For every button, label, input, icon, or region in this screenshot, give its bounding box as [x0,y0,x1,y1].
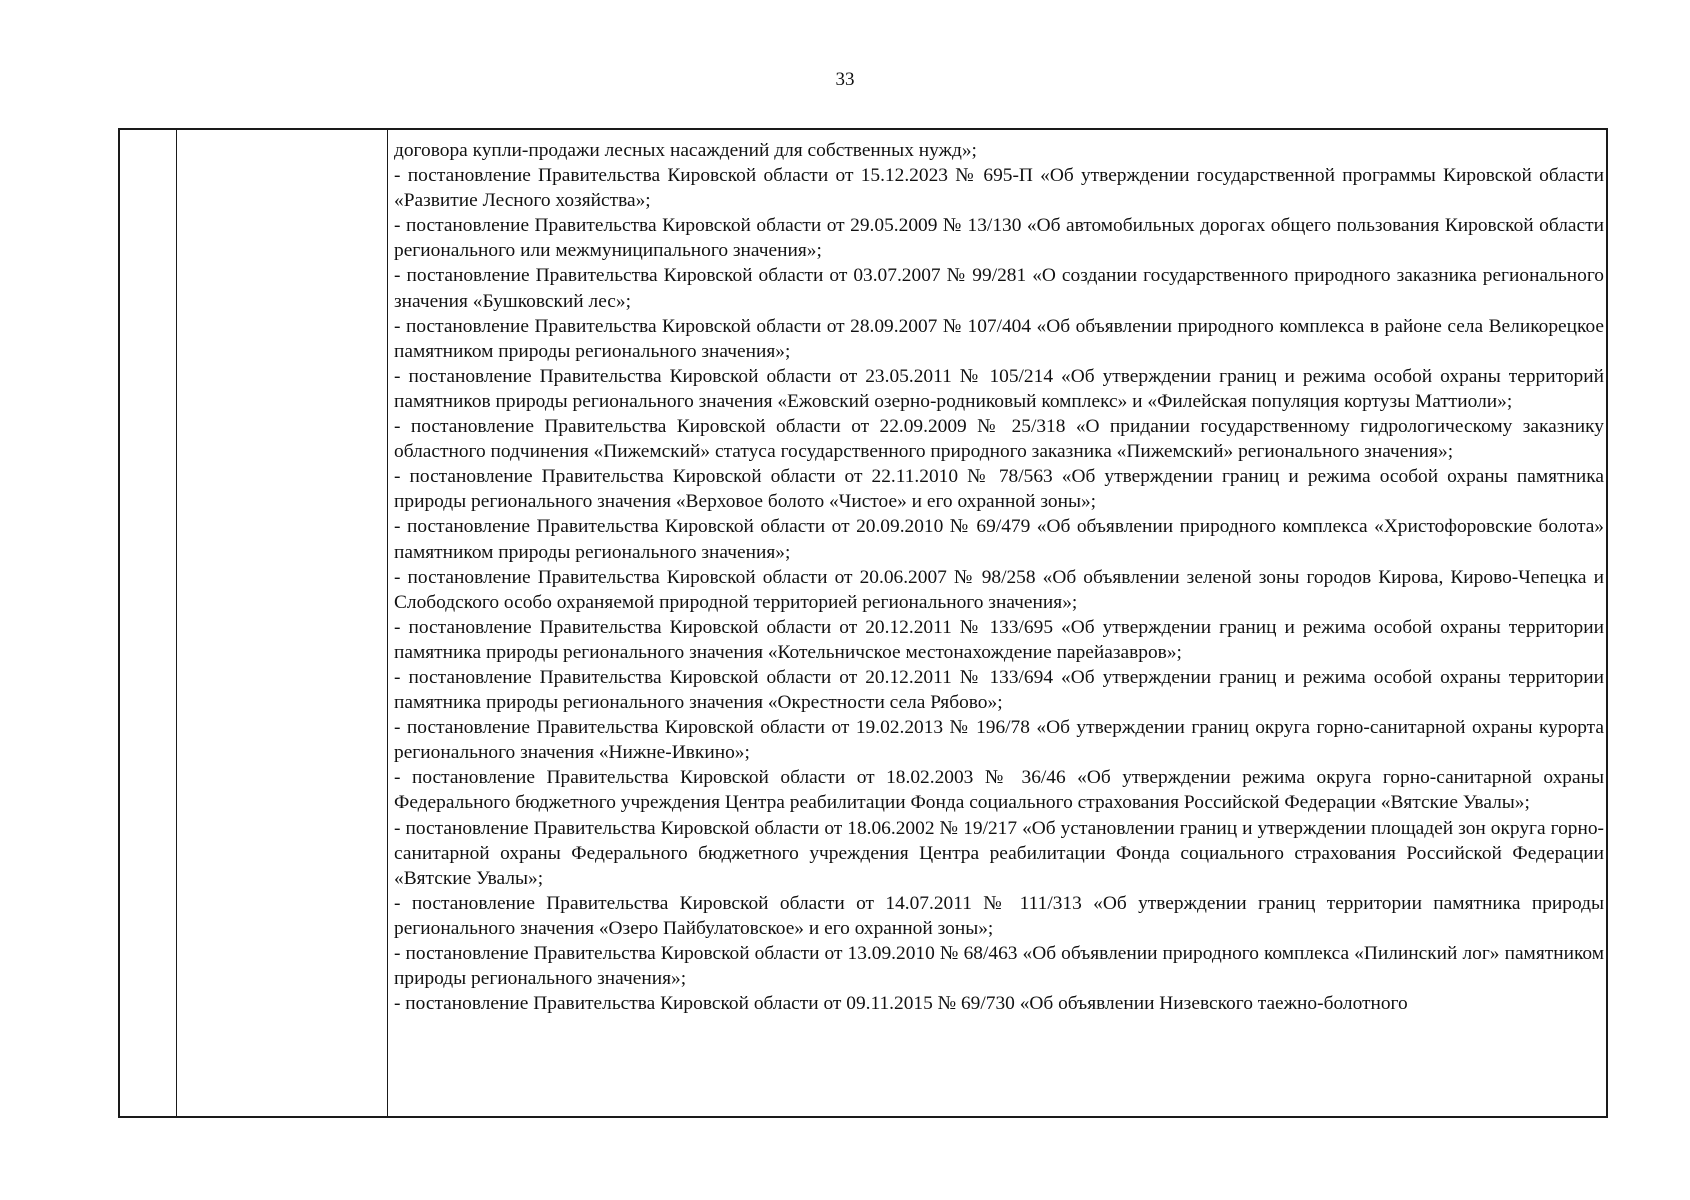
list-item: - постановление Правительства Кировской области от 20.06.2007 № 98/258 «Об объявлении зеленой зоны городов Кирова, Кирово-Чепецка и Слободского особо охраняемой природной территорией регионального значения»; [394,566,1604,613]
list-item: - постановление Правительства Кировской области от 14.07.2011 № 111/313 «Об утверждении границ территории памятника природы регионального значения «Озеро Пайбулатовское» и его охранной зоны»; [394,892,1604,939]
table-column-divider [387,130,388,1116]
table-column-divider [176,130,177,1116]
legal-acts-list [394,138,1604,1016]
list-item: - постановление Правительства Кировской области от 20.12.2011 № 133/695 «Об утверждении границ и режима особой охраны территории памятника природы регионального значения «Котельничское местонахождение парейазавров»; [394,616,1604,663]
list-item: - постановление Правительства Кировской области от 18.06.2002 № 19/217 «Об установлении границ и утверждении площадей зон округа горно-санитарной охраны Федерального бюджетного учреждения Центра реабилитации Фонда социального страхования Российской Федерации «Вятские Увалы»; [394,817,1604,889]
list-item: - постановление Правительства Кировской области от 09.11.2015 № 69/730 «Об объявлении Низевского таежно-болотного [394,993,1408,1015]
list-item: договора купли-продажи лесных насаждений для собственных нужд»; [394,140,977,161]
list-item: - постановление Правительства Кировской области от 15.12.2023 № 695-П «Об утверждении государственной программы Кировской области «Развитие Лесного хозяйства»; [394,165,1604,212]
list-item: - постановление Правительства Кировской области от 22.11.2010 № 78/563 «Об утверждении границ и режима особой охраны памятника природы регионального значения «Верховое болото «Чистое» и его охранной зоны»; [394,466,1604,513]
document-table [118,128,1608,1118]
list-item: - постановление Правительства Кировской области от 20.09.2010 № 69/479 «Об объявлении природного комплекса «Христофоровские болота» памятником природы регионального значения»; [394,516,1604,563]
list-item: - постановление Правительства Кировской области от 29.05.2009 № 13/130 «Об автомобильных дорогах общего пользования Кировской области регионального или межмуниципального значения»; [394,215,1604,262]
list-item: - постановление Правительства Кировской области от 18.02.2003 № 36/46 «Об утверждении режима округа горно-санитарной охраны Федерального бюджетного учреждения Центра реабилитации Фонда социального страхования Российской Федерации «Вятские Увалы»; [394,767,1604,814]
list-item: - постановление Правительства Кировской области от 03.07.2007 № 99/281 «О создании государственного природного заказника регионального значения «Бушковский лес»; [394,265,1604,312]
page-number: 33 [835,69,855,90]
list-item: - постановление Правительства Кировской области от 22.09.2009 № 25/318 «О придании государственному гидрологическому заказнику областного подчинения «Пижемский» статуса государственного природного заказника «Пижемский» регионального значения»; [394,416,1604,463]
list-item: - постановление Правительства Кировской области от 19.02.2013 № 196/78 «Об утверждении границ округа горно-санитарной охраны курорта регионального значения «Нижне-Ивкино»; [394,717,1604,764]
list-item: - постановление Правительства Кировской области от 13.09.2010 № 68/463 «Об объявлении природного комплекса «Пилинский лог» памятником природы регионального значения»; [394,943,1604,990]
list-item: - постановление Правительства Кировской области от 23.05.2011 № 105/214 «Об утверждении границ и режима особой охраны территорий памятников природы регионального значения «Ежовский озерно-родниковый комплекс» и «Филейская популяция кортузы Маттиоли»; [394,365,1604,412]
list-item: - постановление Правительства Кировской области от 28.09.2007 № 107/404 «Об объявлении природного комплекса в районе села Великорецкое памятником природы регионального значения»; [394,315,1604,362]
list-item: - постановление Правительства Кировской области от 20.12.2011 № 133/694 «Об утверждении границ и режима особой охраны территории памятника природы регионального значения «Окрестности села Рябово»; [394,666,1604,714]
